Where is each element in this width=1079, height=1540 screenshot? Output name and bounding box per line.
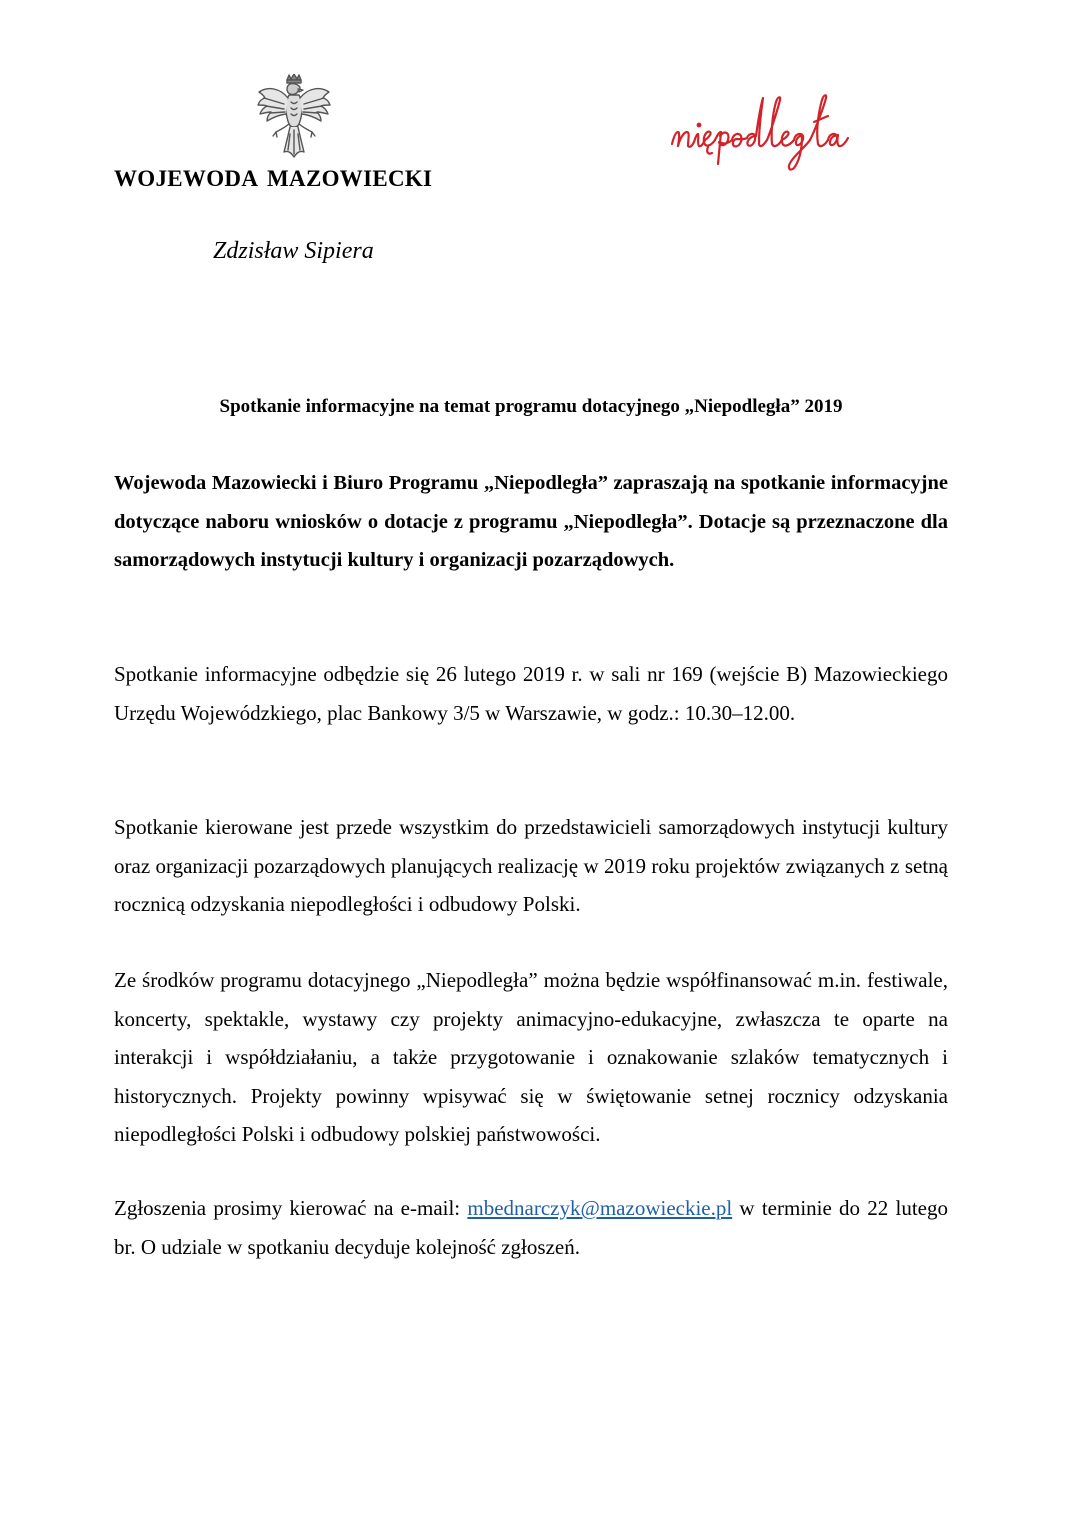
registration-text-before: Zgłoszenia prosimy kierować na e-mail: <box>114 1196 468 1220</box>
polish-eagle-emblem-icon <box>256 74 332 158</box>
org-name: WOJEWODA MAZOWIECKI <box>114 166 433 191</box>
niepodlegla-logo <box>668 92 928 174</box>
email-link[interactable]: mbednarczyk@mazowieckie.pl <box>467 1196 733 1220</box>
paragraph-target-audience: Spotkanie kierowane jest przede wszystkim do przedstawicieli samorządowych instytucji kultury oraz organizacji pozarządowych planujących realizację w 2019 roku projektów związanych z setną rocznicą odzyskania niepodległości i odbudowy Polski. <box>114 815 948 916</box>
document-title: Spotkanie informacyjne na temat programu dotacyjnego „Niepodległa” 2019 <box>219 396 843 417</box>
paragraph-meeting-details: Spotkanie informacyjne odbędzie się 26 lutego 2019 r. w sali nr 169 (wejście B) Mazowieckiego Urzędu Wojewódzkiego, plac Bankowy 3/5 w Warszawie, w godz.: 10.30–12.00. <box>114 662 948 725</box>
paragraph-funding-scope: Ze środków programu dotacyjnego „Niepodległa” można będzie współfinansować m.in. festiwale, koncerty, spektakle, wystawy czy projekty animacyjno-edukacyjne, zwłaszcza te oparte na interakcji i współdziałaniu, a także przygotowanie i oznakowanie szlaków tematycznych i historycznych. Projekty powinny wpisywać się w świętowanie setnej rocznicy odzyskania niepodległości Polski i odbudowy polskiej państwowości. <box>114 968 948 1146</box>
signatory-name: Zdzisław Sipiera <box>213 238 374 264</box>
registration-text-after: w terminie do 22 lutego br. O udziale w spotkaniu decyduje kolejność zgłoszeń. <box>114 1196 948 1259</box>
paragraph-registration <box>114 1189 948 1266</box>
lead-paragraph: Wojewoda Mazowiecki i Biuro Programu „Niepodległa” zapraszają na spotkanie informacyjne dotyczące naboru wniosków o dotacje z programu „Niepodległa”. Dotacje są przeznaczone dla samorządowych instytucji kultury i organizacji pozarządowych. <box>114 472 948 571</box>
